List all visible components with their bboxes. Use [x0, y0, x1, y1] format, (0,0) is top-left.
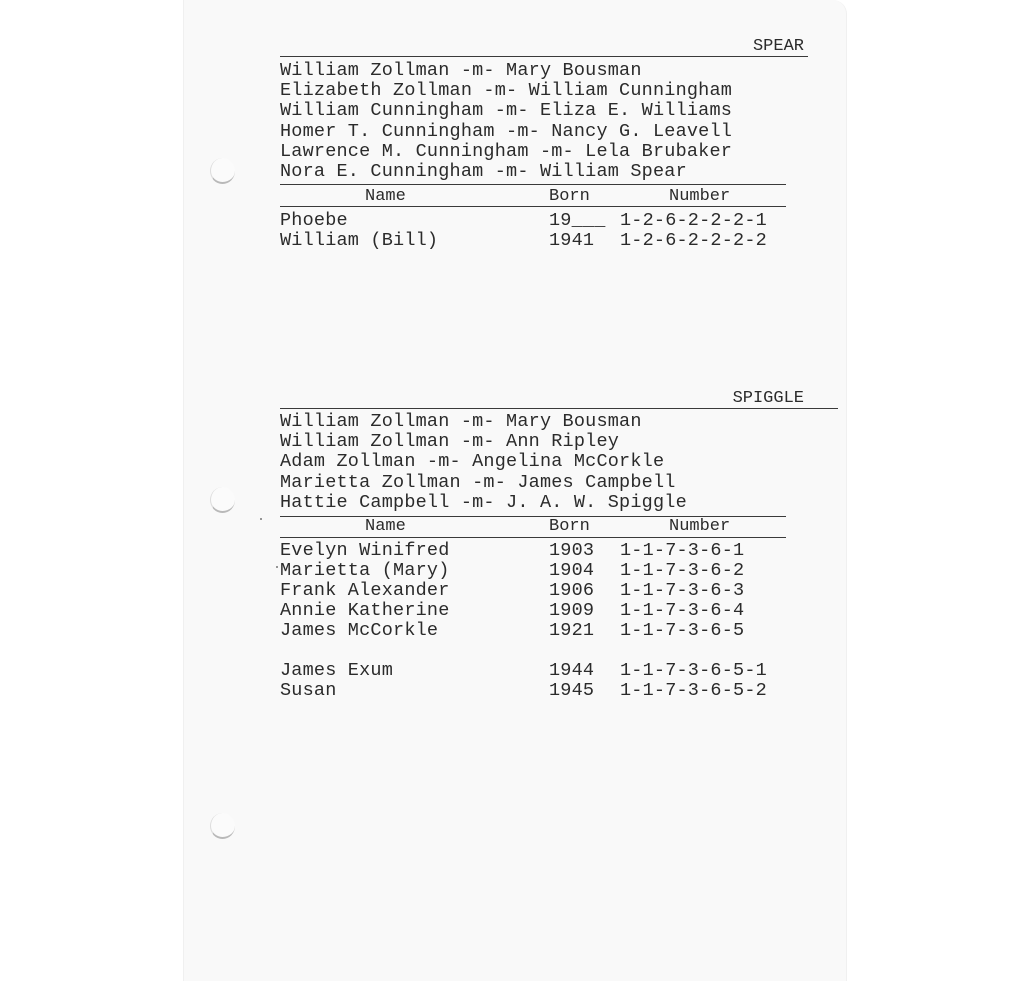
- child-name: Frank Alexander: [280, 580, 450, 601]
- child-number: 1-2-6-2-2-2-1: [620, 210, 767, 231]
- child-name: Phoebe: [280, 210, 348, 231]
- surname-rule: [280, 56, 808, 57]
- child-number: 1-1-7-3-6-2: [620, 560, 745, 581]
- child-name: Annie Katherine: [280, 600, 450, 621]
- table-row: [0, 581, 1024, 601]
- column-header-born: Born: [549, 187, 590, 206]
- table-row: [0, 561, 1024, 581]
- grandchild-born: 1945: [549, 680, 595, 701]
- table-header-rule: [280, 206, 786, 207]
- lineage-line: Homer T. Cunningham -m- Nancy G. Leavell: [280, 120, 733, 142]
- binder-hole: [210, 487, 235, 513]
- child-born: 1941: [549, 230, 595, 251]
- lineage-line: Hattie Campbell -m- J. A. W. Spiggle: [280, 491, 687, 513]
- family-surname: SPIGGLE: [732, 389, 804, 408]
- table-row: [0, 661, 1024, 681]
- table-row: [0, 621, 1024, 641]
- table-row: [0, 681, 1024, 701]
- child-born: 1906: [549, 580, 595, 601]
- table-top-rule: [280, 184, 786, 185]
- child-name: Marietta (Mary): [280, 560, 450, 581]
- lineage-line: Nora E. Cunningham -m- William Spear: [280, 160, 687, 182]
- child-number: 1-1-7-3-6-5: [620, 620, 745, 641]
- binder-hole: [210, 158, 235, 184]
- grandchild-number: 1-1-7-3-6-5-2: [620, 680, 767, 701]
- grandchild-number: 1-1-7-3-6-5-1: [620, 660, 767, 681]
- lineage-line: Lawrence M. Cunningham -m- Lela Brubaker: [280, 140, 733, 162]
- lineage-line: William Zollman -m- Mary Bousman: [280, 60, 642, 81]
- child-born: 1903: [549, 540, 595, 561]
- child-born: 19___: [549, 210, 606, 231]
- child-born: 1909: [549, 600, 595, 621]
- table-row: [0, 541, 1024, 561]
- lineage-list: [280, 61, 732, 182]
- table-row: [0, 601, 1024, 621]
- grandchild-name: James Exum: [280, 660, 394, 681]
- lineage-line: William Zollman -m- Mary Bousman: [280, 411, 642, 432]
- child-number: 1-1-7-3-6-1: [620, 540, 745, 561]
- lineage-line: William Zollman -m- Ann Ripley: [280, 431, 620, 453]
- surname-rule: [280, 408, 838, 409]
- child-born: 1921: [549, 620, 595, 641]
- table-row: [0, 231, 1024, 251]
- binder-hole: [210, 813, 235, 839]
- table-header-rule: [280, 537, 786, 538]
- paper-speck: [260, 518, 262, 520]
- column-header-name: Name: [365, 187, 406, 206]
- child-name: William (Bill): [280, 230, 439, 251]
- lineage-line: Elizabeth Zollman -m- William Cunningham: [280, 80, 733, 102]
- child-born: 1904: [549, 560, 595, 581]
- lineage-line: Adam Zollman -m- Angelina McCorkle: [280, 451, 665, 473]
- column-header-born: Born: [549, 517, 590, 536]
- child-number: 1-2-6-2-2-2-2: [620, 230, 767, 251]
- column-header-number: Number: [669, 517, 731, 536]
- lineage-list: [280, 412, 687, 513]
- child-number: 1-1-7-3-6-4: [620, 600, 745, 621]
- grandchild-name: Susan: [280, 680, 337, 701]
- lineage-line: Marietta Zollman -m- James Campbell: [280, 471, 676, 493]
- child-name: James McCorkle: [280, 620, 439, 641]
- child-number: 1-1-7-3-6-3: [620, 580, 745, 601]
- table-row: [0, 211, 1024, 231]
- lineage-line: William Cunningham -m- Eliza E. Williams: [280, 100, 733, 122]
- column-header-number: Number: [669, 187, 731, 206]
- family-surname: SPEAR: [752, 37, 804, 56]
- grandchild-born: 1944: [549, 660, 595, 681]
- column-header-name: Name: [365, 517, 406, 536]
- child-name: Evelyn Winifred: [280, 540, 450, 561]
